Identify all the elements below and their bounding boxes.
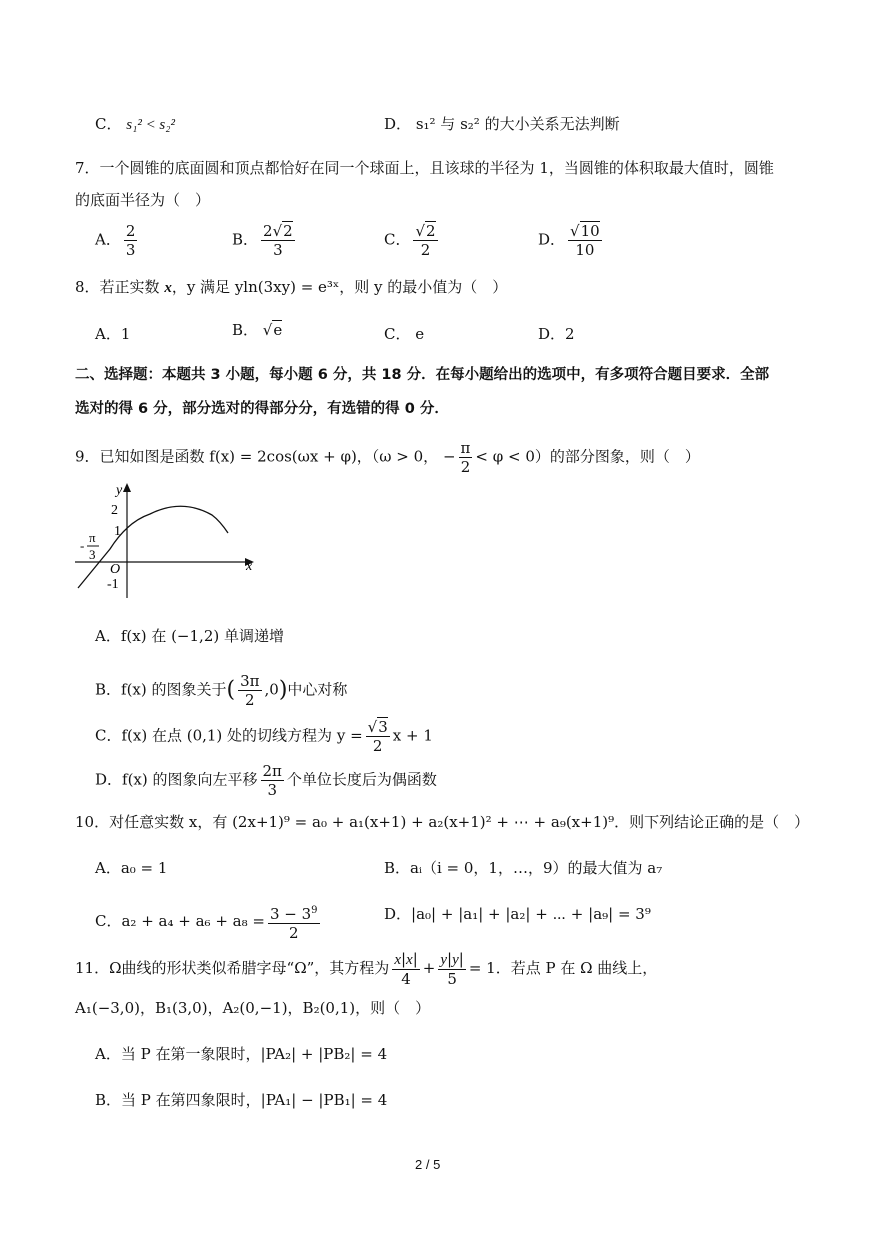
q7-option-c: C． $\frac{√2}{2}$ — [384, 222, 436, 259]
section2-line2: 选对的得 6 分，部分选对的得部分分，有选错的得 0 分． — [75, 401, 449, 417]
q9-graph — [70, 478, 260, 603]
q11-option-a: A．当 P 在第一象限时，|PA₂| + |PB₂| = 4 — [95, 1045, 388, 1063]
q9-stem: 9．已知如图是函数 f(x) = 2cos(ωx + φ)，（ω > 0， − $\frac{\pi}{2}$ < φ < 0）的部分图象，则（ ） — [75, 439, 700, 476]
q8-option-a: A．1 — [95, 325, 131, 343]
q10-stem: 10．对任意实数 x，有 (2x+1)⁹ = a₀ + a₁(x+1) + a₂(x+1)² + ⋯ + a₉(x+1)⁹．则下列结论正确的是（ ） — [75, 813, 810, 831]
page-number: 2 / 5 — [415, 1157, 441, 1172]
graph-y-label: y — [116, 483, 123, 498]
q8-stem: 8．若正实数 x，y 满足 yln(3xy) = e³ˣ，则 y 的最小值为（ ） — [75, 278, 508, 296]
q7-option-a: A． $\frac{2}{3}$ — [95, 222, 136, 259]
q11-stem-line2: A₁(−3,0)，B₁(3,0)，A₂(0,−1)，B₂(0,1)，则（ ） — [75, 999, 431, 1017]
graph-origin: O — [110, 562, 121, 577]
q6-option-c: C． s₁² < s₂² — [95, 115, 175, 133]
q9-option-a: A．f(x) 在 (−1,2) 单调递增 — [95, 627, 284, 645]
graph-tick-neg-pi-over-3 — [80, 530, 99, 562]
q7-option-b: B． $\frac{2√2}{3}$ — [232, 222, 293, 259]
q8-option-d: D．2 — [538, 325, 575, 343]
svg-text:π: π — [89, 530, 96, 545]
q9-option-b: B．f(x) 的图象关于( $\frac{3\pi}{2}$ ,0)中心对称 — [95, 672, 348, 709]
graph-tick-2: 2 — [111, 503, 118, 518]
graph-tick-1: 1 — [114, 524, 121, 539]
q7-stem-line2: 的底面半径为（ ） — [75, 191, 211, 209]
q10-option-b: B．aᵢ（i = 0，1，…，9）的最大值为 a₇ — [384, 859, 663, 877]
q7-option-d: D． $\frac{√10}{10}$ — [538, 222, 600, 259]
q11-option-b: B．当 P 在第四象限时，|PA₁| − |PB₁| = 4 — [95, 1091, 388, 1109]
q7-stem-line1: 7．一个圆锥的底面圆和顶点都恰好在同一个球面上，且该球的半径为 1，当圆锥的体积取最大值时，圆锥 — [75, 159, 774, 177]
svg-text:3: 3 — [89, 547, 96, 562]
q11-stem: 11．Ω曲线的形状类似希腊字母“Ω”，其方程为 $\frac{x|x|}{4}$ + $\frac{y|y|}{5}$ = 1．若点 P 在 Ω 曲线上， — [75, 950, 658, 988]
q9-option-d: D．f(x) 的图象向左平移 $\frac{2\pi}{3}$ 个单位长度后为偶函数 — [95, 762, 437, 799]
q8-option-c: C． e — [384, 325, 425, 343]
q6-option-d: D． s₁² 与 s₂² 的大小关系无法判断 — [384, 115, 620, 133]
graph-tick-neg1: -1 — [107, 577, 119, 592]
q9-option-c: C．f(x) 在点 (0,1) 处的切线方程为 y = $\frac{√3}{2}$ x + 1 — [95, 718, 433, 755]
q10-option-a: A．a₀ = 1 — [95, 859, 168, 877]
q10-option-c: C．a₂ + a₄ + a₆ + a₈ = $\frac{3 - 3^9}{2}$ — [95, 902, 323, 942]
q8-option-b: B． √e — [232, 321, 283, 339]
svg-text:-: - — [80, 538, 85, 553]
section2-line1: 二、选择题：本题共 3 小题，每小题 6 分，共 18 分．在每小题给出的选项中，有多项符合题目要求．全部 — [75, 367, 770, 383]
q10-option-d: D．|a₀| + |a₁| + |a₂| + ⋯ + |a₉| = 3⁹ — [384, 905, 651, 923]
graph-x-label: x — [246, 559, 253, 574]
